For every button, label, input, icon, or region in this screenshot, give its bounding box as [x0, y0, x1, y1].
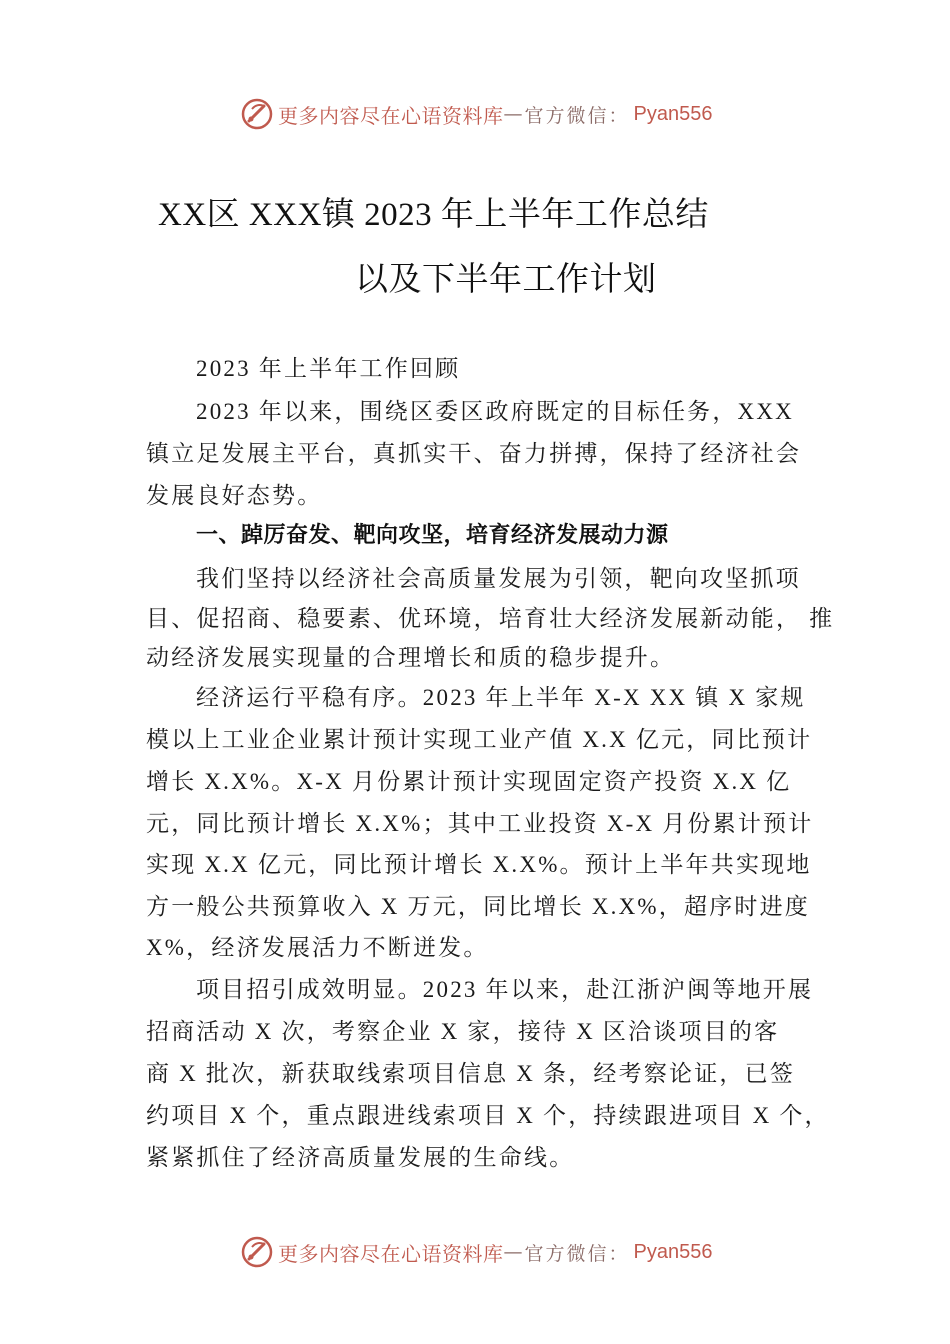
paragraph-2-line: 经济运行平稳有序。2023 年上半年 X-X XX 镇 X 家规 — [196, 685, 806, 710]
paragraph-3-line: 招商活动 X 次，考察企业 X 家，接待 X 区洽谈项目的客 — [146, 1019, 780, 1044]
paragraph-2-line: X%，经济发展活力不断迸发。 — [146, 935, 489, 960]
watermark-wechat-id: Pyan556 — [633, 1240, 713, 1263]
watermark-text: 更多内容尽在心语资料库 — [278, 1241, 504, 1266]
paragraph-1-line: 动经济发展实现量的合理增长和质的稳步提升。 — [146, 645, 676, 670]
paragraph-1-line: 我们坚持以经济社会高质量发展为引领，靶向攻坚抓项 — [196, 566, 801, 591]
paragraph-2-line: 元，同比预计增长 X.X%；其中工业投资 X-X 月份累计预计 — [146, 811, 814, 836]
paragraph-3-line: 项目招引成效明显。2023 年以来，赴江浙沪闽等地开展 — [196, 977, 814, 1002]
paragraph-1-line: 目、促招商、稳要素、优环境，培育壮大经济发展新动能， 推 — [146, 606, 835, 631]
logo-icon — [240, 97, 274, 131]
watermark-separator: — — [503, 1241, 525, 1263]
section-heading-1: 一、踔厉奋发、靶向攻坚，培育经济发展动力源 — [196, 523, 669, 548]
document-title-line-1: XX区 XXX镇 2023 年上半年工作总结 — [158, 197, 709, 233]
intro-line: 2023 年以来，围绕区委区政府既定的目标任务，XXX — [196, 399, 794, 424]
watermark-separator: — — [503, 103, 525, 125]
watermark-banner-top — [0, 94, 950, 134]
watermark-text: 更多内容尽在心语资料库 — [278, 103, 504, 128]
document-title-line-2: 以及下半年工作计划 — [355, 262, 657, 298]
paragraph-3-line: 约项目 X 个，重点跟进线索项目 X 个，持续跟进项目 X 个， — [146, 1103, 830, 1128]
section-subtitle: 2023 年上半年工作回顾 — [196, 356, 461, 381]
paragraph-2-line: 实现 X.X 亿元，同比预计增长 X.X%。预计上半年共实现地 — [146, 852, 812, 877]
paragraph-2-line: 增长 X.X%。X-X 月份累计预计实现固定资产投资 X.X 亿 — [146, 769, 792, 794]
paragraph-2-line: 模以上工业企业累计预计实现工业产值 X.X 亿元，同比预计 — [146, 727, 813, 752]
watermark-banner-bottom — [0, 1232, 950, 1272]
paragraph-3-line: 紧紧抓住了经济高质量发展的生命线。 — [146, 1145, 575, 1170]
watermark-wechat-id: Pyan556 — [633, 102, 713, 125]
watermark-wechat-label: 官方微信： — [524, 1242, 630, 1265]
paragraph-2-line: 方一般公共预算收入 X 万元，同比增长 X.X%，超序时进度 — [146, 894, 810, 919]
intro-line: 镇立足发展主平台，真抓实干、奋力拼搏，保持了经济社会 — [146, 441, 802, 466]
intro-line: 发展良好态势。 — [146, 483, 323, 508]
paragraph-3-line: 商 X 批次，新获取线索项目信息 X 条，经考察论证，已签 — [146, 1061, 796, 1086]
watermark-wechat-label: 官方微信： — [524, 104, 630, 127]
logo-icon — [240, 1235, 274, 1269]
